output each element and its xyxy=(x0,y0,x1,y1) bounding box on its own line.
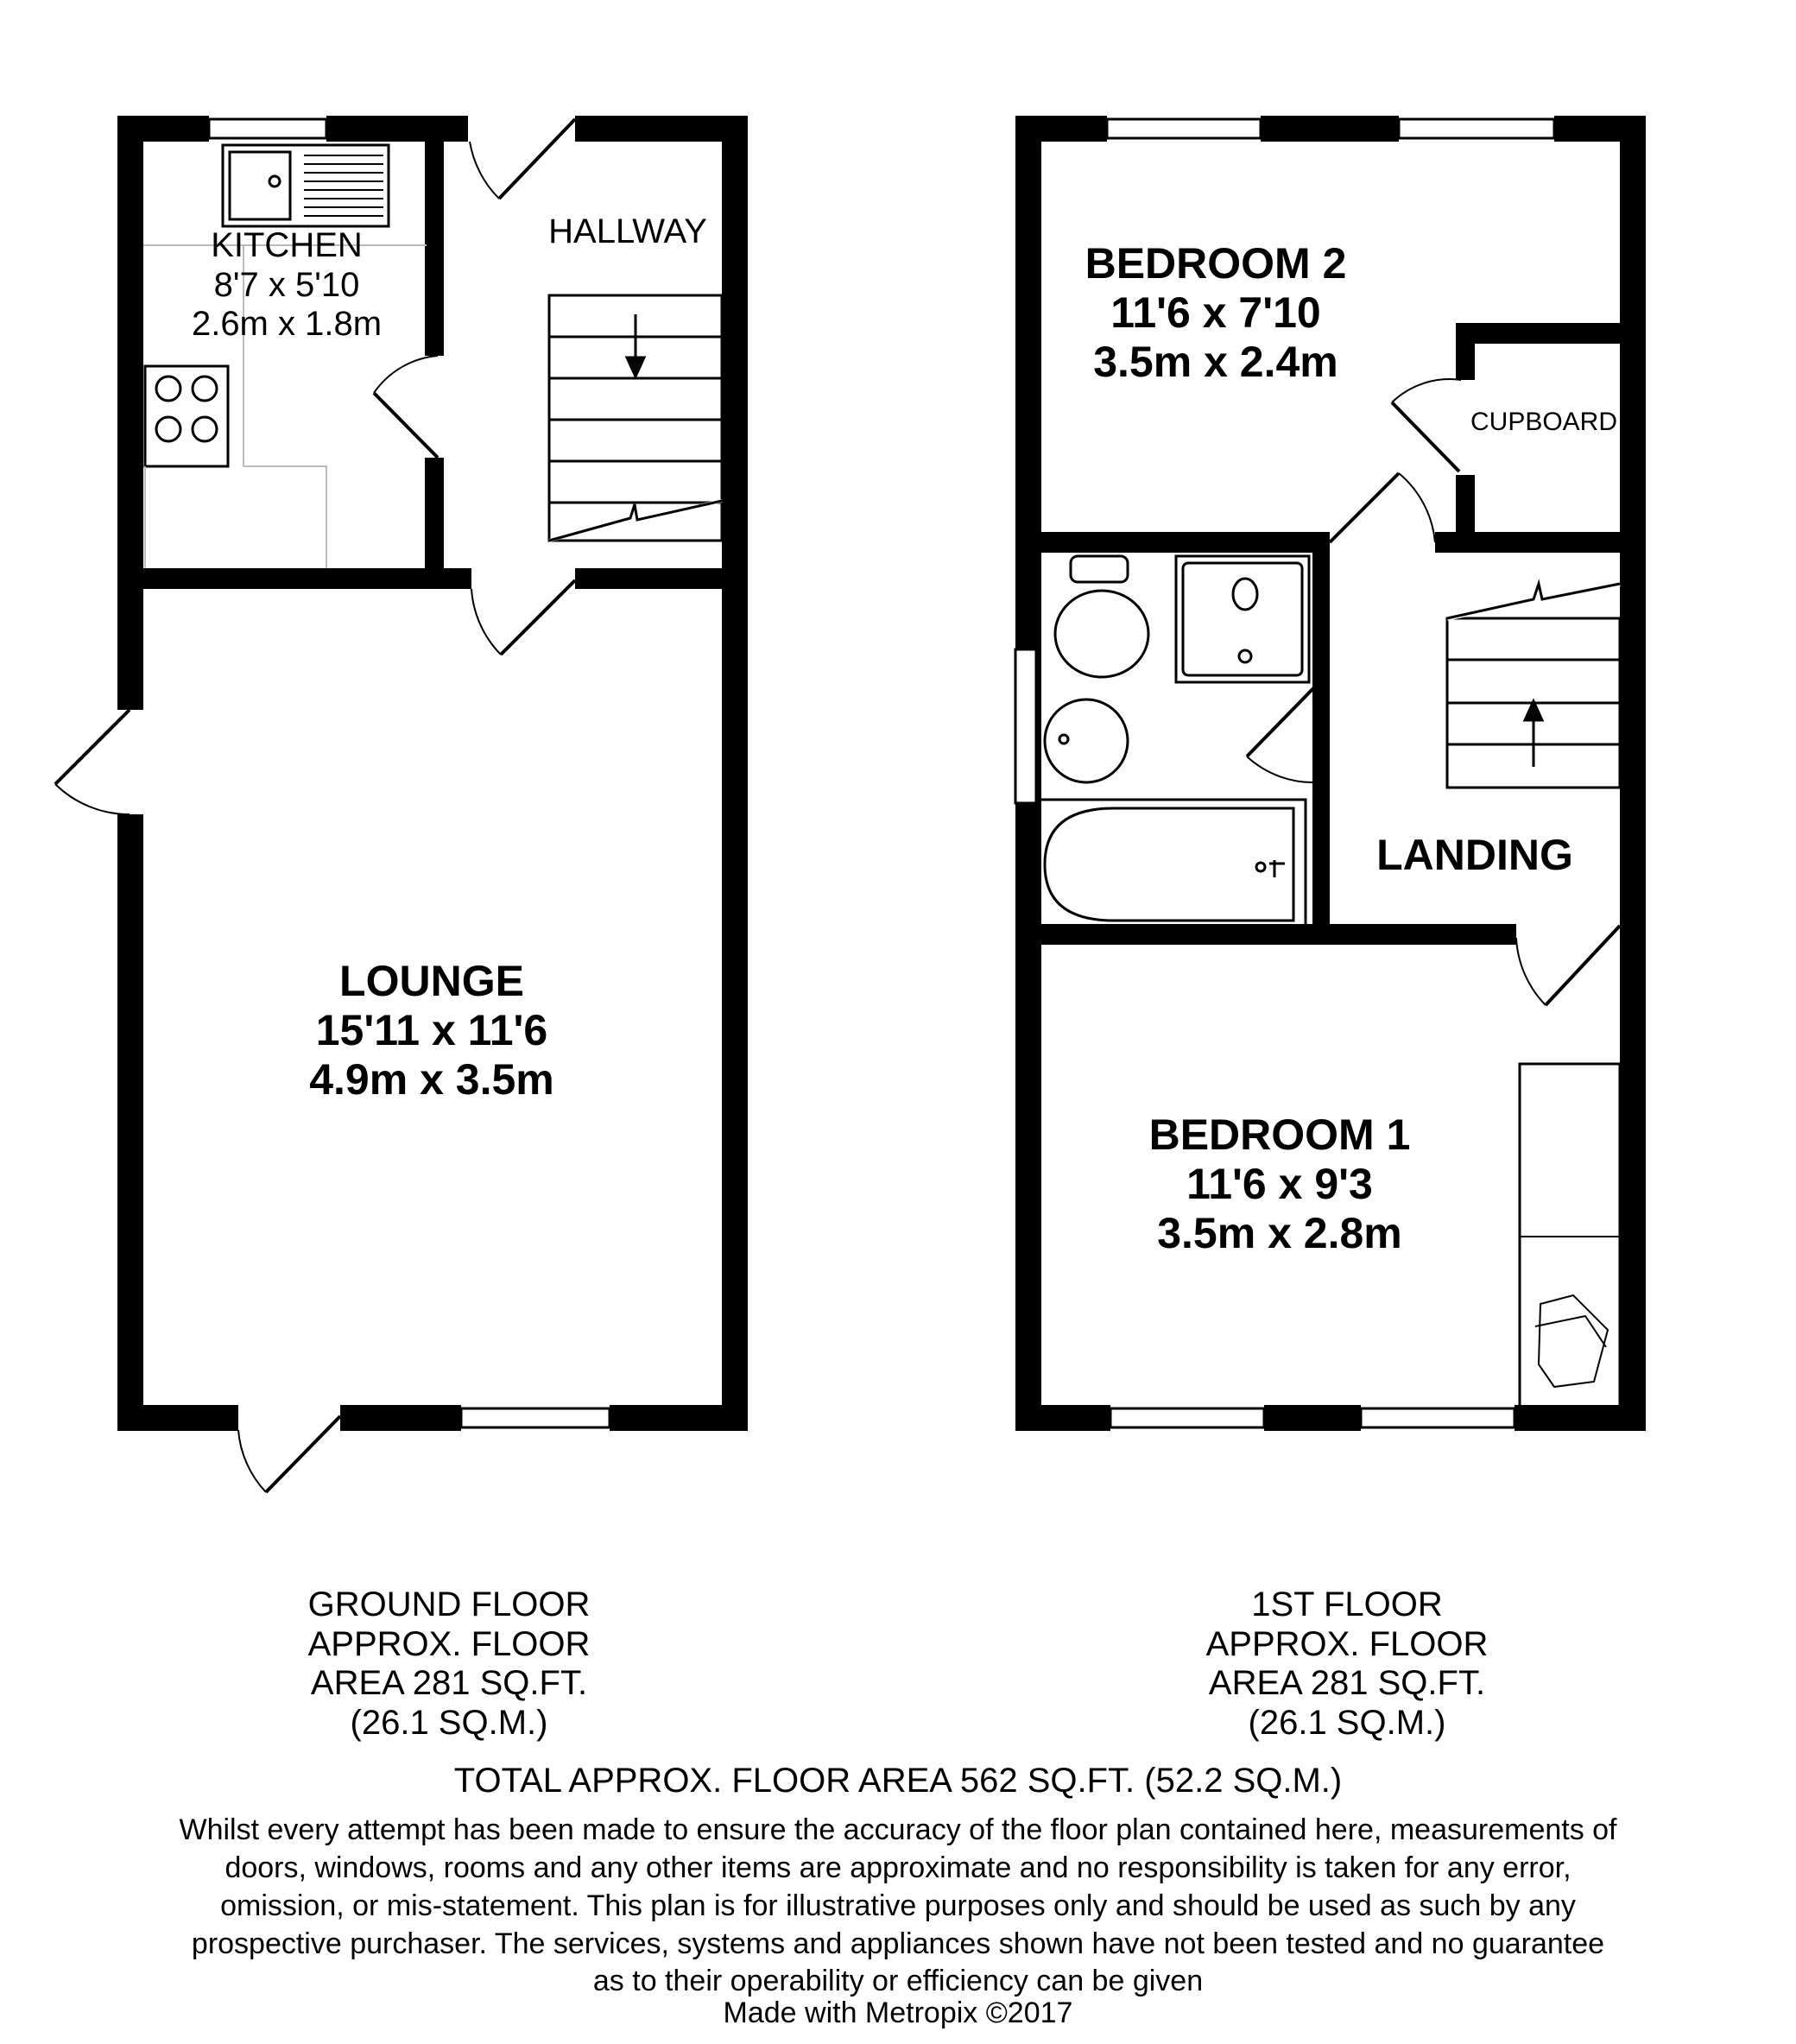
floor-area-line: APPROX. FLOOR xyxy=(307,1624,591,1663)
wall xyxy=(1015,1405,1110,1431)
wall xyxy=(575,568,748,589)
shower-drain-icon xyxy=(1239,650,1251,662)
room-size-imperial: 15'11 x 11'6 xyxy=(315,1006,548,1054)
room-name: BEDROOM 2 xyxy=(1085,239,1347,288)
wall xyxy=(722,116,748,1431)
room-size-imperial: 8'7 x 5'10 xyxy=(213,265,360,304)
floor-area-metric: (26.1 SQ.M.) xyxy=(350,1703,548,1742)
wall xyxy=(1312,782,1330,924)
wall xyxy=(1261,116,1399,142)
shower-head-icon xyxy=(1233,579,1257,610)
disclaimer: Whilst every attempt has been made to ensure the accuracy of the floor plan contained here, measurements of doors, windows, rooms and any other items are approximate and no responsibility is taken for any error, omission, or mis-statement. This plan is for illustrative purposes only and should be used as such by any prospective purchaser. The services, systems and appliances shown have not been tested and no guarantee as to their operability or efficiency can be given xyxy=(179,1813,1617,1998)
cupboard-label: CUPBOARD xyxy=(1470,408,1618,436)
wall xyxy=(1456,323,1475,380)
door-swing xyxy=(374,356,438,393)
room-name: KITCHEN xyxy=(211,226,363,264)
sink-bowl xyxy=(230,152,290,219)
door-leaf xyxy=(55,710,130,784)
lounge-label xyxy=(259,957,604,1104)
cistern xyxy=(1071,556,1128,582)
hallway-label: HALLWAY xyxy=(548,212,707,250)
kitchen-fixtures xyxy=(143,145,427,568)
wall xyxy=(610,1405,748,1431)
window xyxy=(1361,1408,1515,1427)
bedroom1-furniture xyxy=(1520,1064,1620,1409)
hob-ring-icon xyxy=(193,417,217,441)
floor-name: GROUND FLOOR xyxy=(307,1585,591,1623)
kitchen-label xyxy=(157,226,416,345)
first-floor-summary xyxy=(1157,1585,1537,1743)
room-size-metric: 3.5m x 2.4m xyxy=(1093,338,1338,386)
room-name: BEDROOM 1 xyxy=(1148,1111,1411,1159)
door-leaf xyxy=(501,580,575,655)
basin-tap xyxy=(1059,735,1068,744)
door-swing xyxy=(1247,756,1318,782)
room-size-metric: 3.5m x 2.8m xyxy=(1157,1209,1402,1257)
first-floor-doors xyxy=(1247,379,1620,1005)
window xyxy=(1399,119,1554,138)
door-leaf xyxy=(374,393,438,458)
window xyxy=(1107,119,1261,138)
door-leaf xyxy=(266,1416,340,1492)
door-leaf xyxy=(1546,926,1620,1005)
wall xyxy=(1456,323,1637,344)
sink-drain xyxy=(269,176,280,187)
wall xyxy=(340,1405,461,1431)
door-leaf xyxy=(499,119,575,199)
floor-area-line: APPROX. FLOOR xyxy=(1205,1624,1489,1663)
door-swing xyxy=(1399,473,1435,542)
door-swing xyxy=(1516,938,1546,1005)
window xyxy=(209,119,326,138)
door-swing xyxy=(55,784,130,814)
wall xyxy=(326,116,468,142)
bedroom2-label xyxy=(1043,239,1388,387)
door-swing xyxy=(1392,379,1461,402)
hob-ring-icon xyxy=(156,417,180,441)
ground-floor-summary xyxy=(259,1585,639,1743)
wall xyxy=(1312,532,1330,782)
landing-label: LANDING xyxy=(1376,831,1573,879)
floor-name: 1ST FLOOR xyxy=(1251,1585,1443,1623)
door-leaf xyxy=(1392,402,1459,471)
first-floor-stairs xyxy=(1447,584,1620,788)
wall xyxy=(117,814,143,1431)
shower-tray xyxy=(1176,556,1309,682)
bedroom1-label xyxy=(1107,1111,1452,1258)
arrow-down-icon xyxy=(627,358,644,377)
sink-unit xyxy=(223,145,389,226)
wall xyxy=(1015,924,1516,945)
credit: Made with Metropix ©2017 xyxy=(723,1997,1073,2029)
hob-ring-icon xyxy=(193,377,217,401)
bathroom-fixtures xyxy=(1036,556,1309,929)
room-size-metric: 2.6m x 1.8m xyxy=(191,305,383,344)
floor-area-line: AREA 281 SQ.FT. xyxy=(310,1664,588,1703)
bath-tap-icon xyxy=(1256,863,1265,871)
wall xyxy=(1312,915,1330,945)
wall xyxy=(117,116,143,710)
drainer-icon xyxy=(304,155,383,216)
wall xyxy=(1264,1405,1361,1431)
window xyxy=(1110,1408,1264,1427)
room-size-imperial: 11'6 x 7'10 xyxy=(1110,288,1321,337)
wall xyxy=(1015,532,1330,553)
wall xyxy=(1620,116,1646,1431)
door-swing xyxy=(471,589,501,655)
door-swing xyxy=(470,142,499,199)
basin-icon xyxy=(1045,699,1128,782)
clothes-icon xyxy=(1539,1295,1608,1387)
wall xyxy=(117,568,471,589)
wall xyxy=(425,458,444,589)
floor-area-metric: (26.1 SQ.M.) xyxy=(1248,1703,1446,1742)
room-size-imperial: 11'6 x 9'3 xyxy=(1186,1160,1373,1208)
window xyxy=(1015,649,1036,803)
hob-ring-icon xyxy=(156,377,180,401)
room-size-metric: 4.9m x 3.5m xyxy=(309,1055,554,1104)
ground-floor-stairs xyxy=(549,295,722,541)
toilet-icon xyxy=(1055,591,1148,677)
room-name: LOUNGE xyxy=(339,957,524,1005)
door-leaf xyxy=(1330,473,1399,542)
door-leaf xyxy=(1247,684,1318,756)
total-floor-area: TOTAL APPROX. FLOOR AREA 562 SQ.FT. (52.2 SQ.M.) xyxy=(453,1762,1343,1800)
door-swing xyxy=(238,1430,266,1492)
wall xyxy=(117,1405,238,1431)
wall xyxy=(1435,532,1637,553)
wall xyxy=(425,116,444,356)
window xyxy=(461,1408,610,1427)
floor-area-line: AREA 281 SQ.FT. xyxy=(1208,1664,1486,1703)
